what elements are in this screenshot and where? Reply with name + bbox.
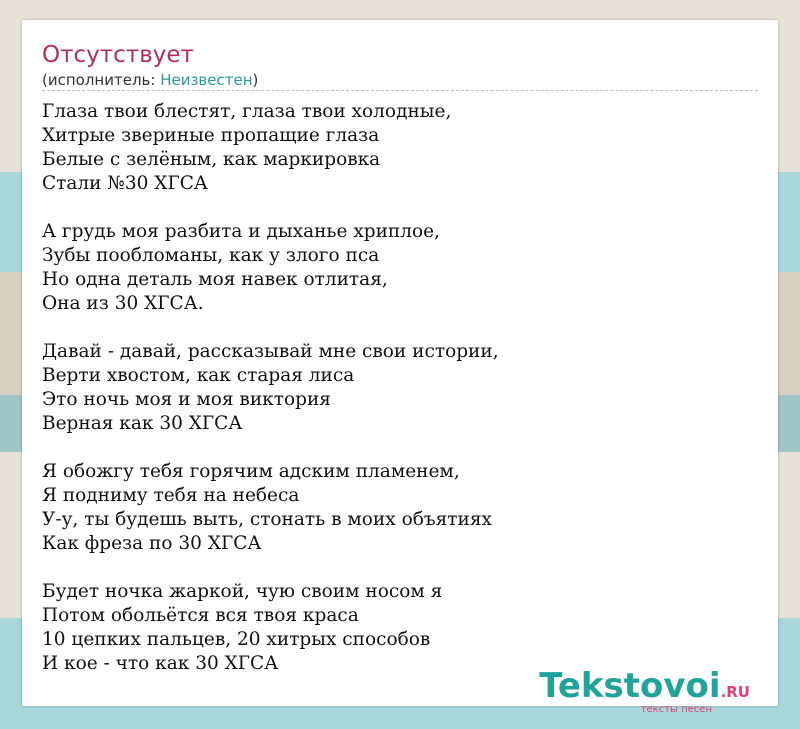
stanza-5 xyxy=(42,580,758,676)
performer-link[interactable]: Неизвестен xyxy=(160,71,253,89)
site-logo[interactable] xyxy=(539,666,750,715)
lyric-line: Глаза твои блестят, глаза твои холодные, xyxy=(42,101,452,122)
stanza-4 xyxy=(42,460,758,556)
lyric-line: Это ночь моя и моя виктория xyxy=(42,389,331,410)
lyric-line: Она из 30 ХГСА. xyxy=(42,293,204,314)
song-title: Отсутствует xyxy=(42,42,194,68)
lyric-line: Белые с зелёным, как маркировка xyxy=(42,149,381,170)
lyric-line: Но одна деталь моя навек отлитая, xyxy=(42,269,388,290)
lyric-line: Стали №30 ХГСА xyxy=(42,173,208,194)
performer-suffix: ) xyxy=(252,71,259,89)
lyric-line: Давай - давай, рассказывай мне свои истории, xyxy=(42,341,499,362)
lyric-line: 10 цепких пальцев, 20 хитрых способов xyxy=(42,629,431,650)
lyric-line: У-у, ты будешь выть, стонать в моих объятиях xyxy=(42,509,492,530)
lyric-line: Верти хвостом, как старая лиса xyxy=(42,365,355,386)
lyric-line: Хитрые звериные пропащие глаза xyxy=(42,125,380,146)
performer-prefix: (исполнитель: xyxy=(42,71,161,89)
stanza-1 xyxy=(42,100,758,196)
lyrics-text xyxy=(42,100,758,700)
lyrics-card xyxy=(22,20,778,715)
lyric-line: И кое - что как 30 ХГСА xyxy=(42,653,279,674)
logo-tld: .RU xyxy=(720,683,750,701)
lyric-line: Зубы пообломаны, как у злого пса xyxy=(42,245,380,266)
logo-wordmark: Tekstovoi xyxy=(539,666,721,706)
lyric-line: Я подниму тебя на небеса xyxy=(42,485,300,506)
lyric-line: Верная как 30 ХГСА xyxy=(42,413,243,434)
lyric-line: Я обожгу тебя горячим адским пламенем, xyxy=(42,461,460,482)
divider xyxy=(42,90,758,91)
stanza-3 xyxy=(42,340,758,436)
lyric-line: А грудь моя разбита и дыханье хриплое, xyxy=(42,221,440,242)
lyric-line: Как фреза по 30 ХГСА xyxy=(42,533,262,554)
stanza-2 xyxy=(42,220,758,316)
lyric-line: Потом обольётся вся твоя краса xyxy=(42,605,359,626)
logo-tagline: тексты песен xyxy=(640,704,712,715)
lyric-line: Будет ночка жаркой, чую своим носом я xyxy=(42,581,443,602)
performer-line xyxy=(42,71,258,89)
